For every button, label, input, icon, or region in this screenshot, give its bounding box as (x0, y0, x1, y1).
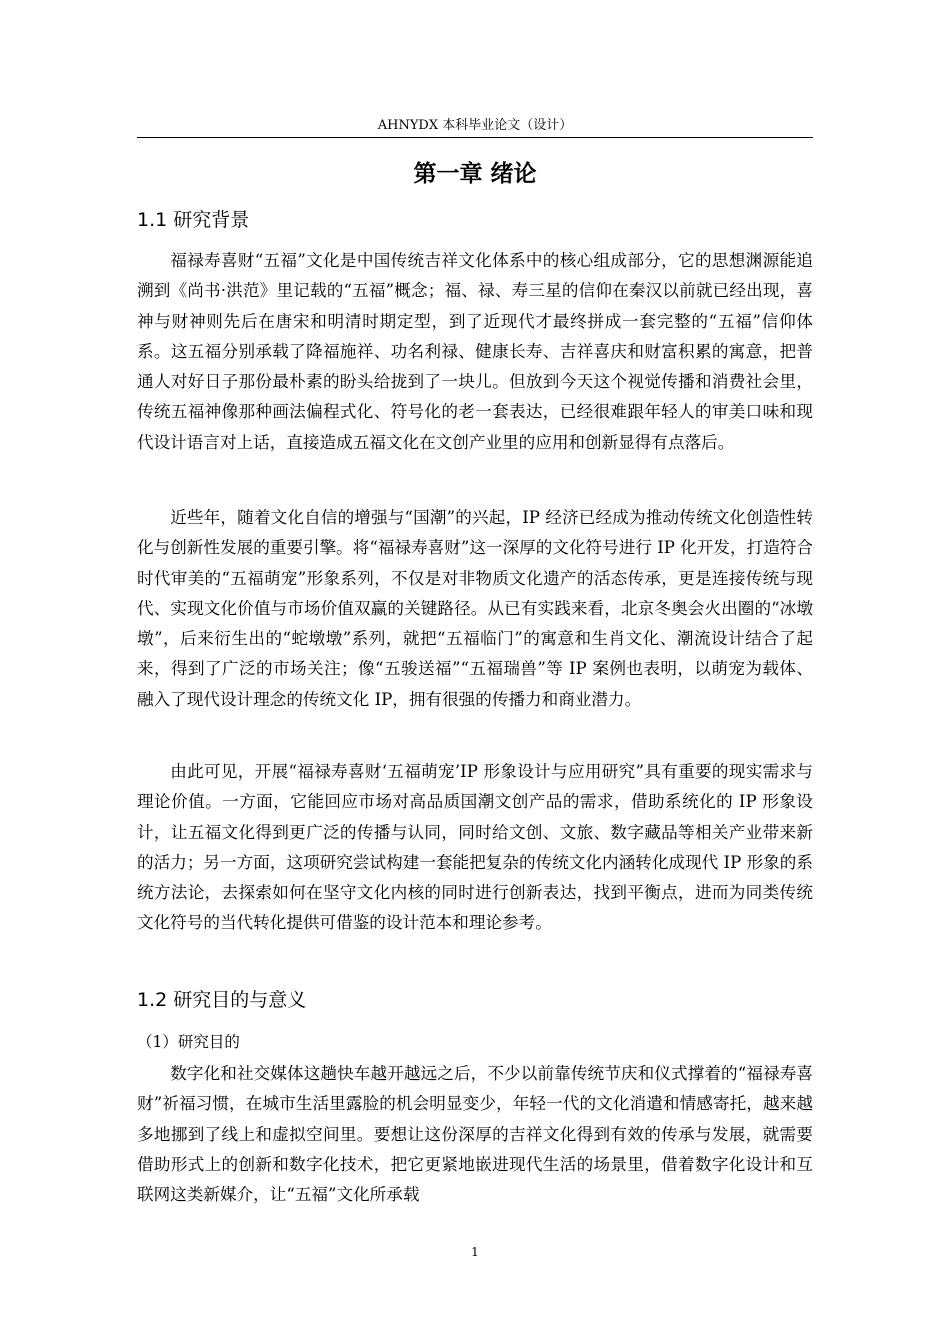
page-number: 1 (471, 1245, 479, 1259)
paragraph-background-2: 近些年，随着文化自信的增强与“国潮”的兴起，IP 经济已经成为推动传统文化创造性转化与创新性发展的重要引擎。将“福禄寿喜财”这一深厚的文化符号进行 IP 化开发，打造符合时代审美的“五福萌宠”形象系列，不仅是对非物质文化遗产的活态传承，更是连接传统与现代、实现文化价值与市场价值双赢的关键路径。从已有实践来看，北京冬奥会火出圈的“冰墩墩”，后来衍生出的“蛇墩墩”系列，就把“五福临门”的寓意和生肖文化、潮流设计结合了起来，得到了广泛的市场关注；像“五骏送福”“五福瑞兽”等 IP 案例也表明，以萌宠为载体、融入了现代设计理念的传统文化 IP，拥有很强的传播力和商业潜力。 (137, 508, 813, 709)
header-rule (137, 137, 813, 138)
subsection-title-research-purpose: （1）研究目的 (137, 1033, 240, 1051)
paragraph-background-3: 由此可见，开展“福禄寿喜财‘五福萌宠’IP 形象设计与应用研究”具有重要的现实需求与理论价值。一方面，它能回应市场对高品质国潮文创产品的需求，借助系统化的 IP 形象设计，让五福文化得到更广泛的传播与认同，同时给文创、文旅、数字藏品等相关产业带来新的活力；另一方面，这项研究尝试构建一套能把复杂的传统文化内涵转化成现代 IP 形象的系统方法论，去探索如何在坚守文化内核的同时进行创新表达，找到平衡点，进而为同类传统文化符号的当代转化提供可借鉴的设计范本和理论参考。 (137, 762, 813, 933)
running-header: AHNYDX 本科毕业论文（设计） (377, 118, 573, 133)
section-title-1-2: 1.2 研究目的与意义 (137, 989, 307, 1011)
paragraph-research-purpose-1: 数字化和社交媒体这趟快车越开越远之后，不少以前靠传统节庆和仪式撑着的“福禄寿喜财”祈福习惯，在城市生活里露脸的机会明显变少，年轻一代的文化消遣和情感寄托，越来越多地挪到了线上和虚拟空间里。要想让这份深厚的吉祥文化得到有效的传承与发展，就需要借助形式上的创新和数字化技术，把它更紧地嵌进现代生活的场景里，借着数字化设计和互联网这类新媒介，让“五福”文化所承载 (137, 1064, 813, 1205)
chapter-title: 第一章 绪论 (413, 161, 537, 187)
paragraph-background-1: 福禄寿喜财“五福”文化是中国传统吉祥文化体系中的核心组成部分，它的思想渊源能追溯到《尚书·洪范》里记载的“五福”概念；福、禄、寿三星的信仰在秦汉以前就已经出现，喜神与财神则先后在唐宋和明清时期定型，到了近现代才最终拼成一套完整的“五福”信仰体系。这五福分别承载了降福施祥、功名利禄、健康长寿、吉祥喜庆和财富积累的寓意，把普通人对好日子那份最朴素的盼头给拢到了一块儿。但放到今天这个视觉传播和消费社会里，传统五福神像那种画法偏程式化、符号化的老一套表达，已经很难跟年轻人的审美口味和现代设计语言对上话，直接造成五福文化在文创产业里的应用和创新显得有点落后。 (137, 251, 813, 452)
section-title-1-1: 1.1 研究背景 (137, 209, 250, 231)
